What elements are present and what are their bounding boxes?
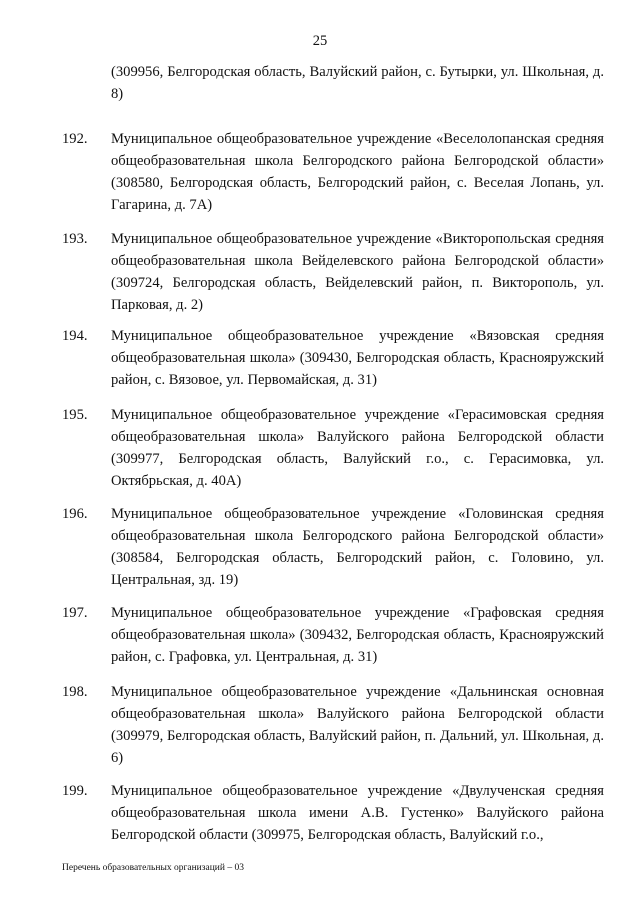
entry-continuation: (309956, Белгородская область, Валуйский район, с. Бутырки, ул. Школьная, д. 8) [111,64,604,102]
entry-text: Муниципальное общеобразовательное учреждение «Графовская средняя общеобразовательная школа» (309432, Белгородская область, Краснояружский район, с. Графовка, ул. Центральная, д. 31) [111,605,604,665]
entry-number: 198. [62,684,88,700]
entry-text: Муниципальное общеобразовательное учреждение «Дальнинская основная общеобразовательная школа» Валуйского района Белгородской области (309979, Белгородская область, Валуйский район, п. Дальний, ул. Школьная, д. 6) [111,684,604,766]
list-item [62,503,604,591]
entry-number: 196. [62,506,88,522]
list-item [62,780,604,846]
list-item [62,404,604,492]
entry-number: 199. [62,783,88,799]
list-item [62,228,604,316]
entry-text: Муниципальное общеобразовательное учреждение «Головинская средняя общеобразовательная школа Белгородского района Белгородской области» (308584, Белгородская область, Белгородский район, с. Головино, ул. Центральная, зд. 19) [111,506,604,588]
list-item [62,325,604,391]
list-item [62,681,604,769]
entry-number: 192. [62,131,88,147]
entry-text: Муниципальное общеобразовательное учреждение «Викторопольская средняя общеобразовательная школа Вейделевского района Белгородской области» (309724, Белгородская область, Вейделевский район, п. Викторополь, ул. Парковая, д. 2) [111,231,604,313]
entry-number: 194. [62,328,88,344]
entry-text: Муниципальное общеобразовательное учреждение «Двулученская средняя общеобразовательная школа имени А.В. Густенко» Валуйского района Белгородской области (309975, Белгородская область, Валуйский г.о., [111,783,604,843]
entry-text: Муниципальное общеобразовательное учреждение «Вязовская средняя общеобразовательная школа» (309430, Белгородская область, Краснояружский район, с. Вязовое, ул. Первомайская, д. 31) [111,328,604,388]
list-item [62,128,604,216]
list-item [62,602,604,668]
page-footer: Перечень образовательных организаций – 03 [62,863,244,873]
entry-number: 193. [62,231,88,247]
entry-number: 197. [62,605,88,621]
page-number: 25 [312,33,328,49]
entry-text: Муниципальное общеобразовательное учреждение «Веселолопанская средняя общеобразовательная школа Белгородского района Белгородской области» (308580, Белгородская область, Белгородский район, с. Веселая Лопань, ул. Гагарина, д. 7А) [111,131,604,213]
entry-text: Муниципальное общеобразовательное учреждение «Герасимовская средняя общеобразовательная школа» Валуйского района Белгородской области (309977, Белгородская область, Валуйский г.о., с. Герасимовка, ул. Октябрьская, д. 40А) [111,407,604,489]
entry-number: 195. [62,407,88,423]
